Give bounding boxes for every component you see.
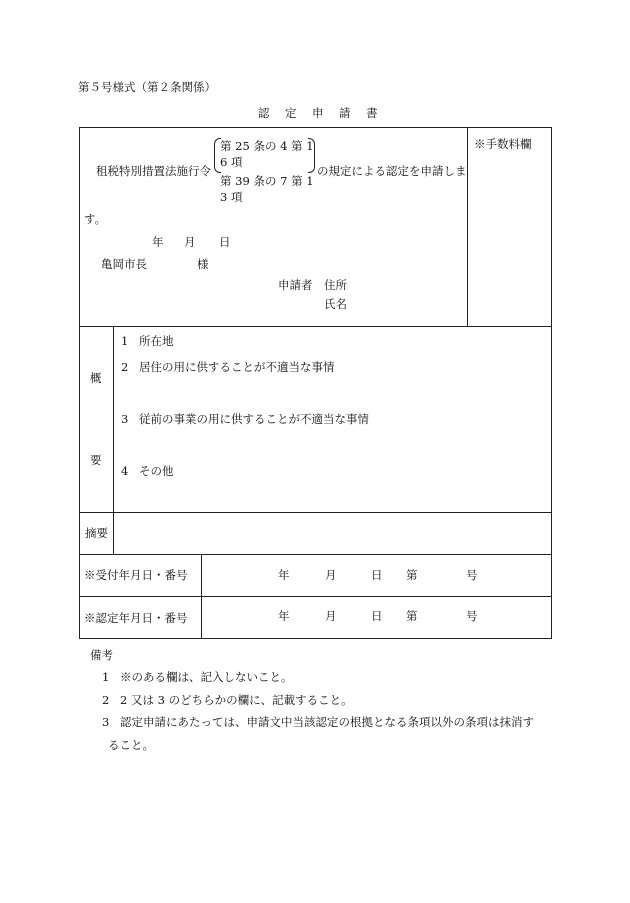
- note-item: 2 又は 3 のどちらかの欄に、記載すること。: [120, 693, 353, 707]
- summary-item-location: 所在地: [139, 334, 174, 348]
- approval-day: 日: [371, 609, 383, 623]
- note-num: 2: [102, 693, 110, 707]
- summary-item-num: 2: [121, 360, 129, 374]
- application-sentence-wrap: す。: [84, 212, 107, 226]
- summary-item-num: 1: [121, 334, 129, 348]
- approval-month: 月: [325, 609, 337, 623]
- reception-no-prefix: 第: [406, 568, 418, 582]
- application-sentence: の規定による認定を申請しま: [317, 164, 467, 178]
- clause-1-line2: 6 項: [220, 155, 243, 169]
- reception-label: ※受付年月日・番号: [84, 568, 188, 582]
- summary-label-2: 要: [90, 453, 102, 467]
- addressee: 亀岡市長: [101, 257, 147, 271]
- approval-no-prefix: 第: [406, 609, 418, 623]
- date-day: 日: [219, 235, 231, 249]
- form-number: 第５号様式（第２条関係）: [78, 80, 216, 94]
- note-item: 認定申請にあたっては、申請文中当該認定の根拠となる条項以外の条項は抹消す: [120, 715, 534, 729]
- applicant-label: 申請者: [278, 278, 313, 292]
- clause-2-line1: 第 39 条の 7 第 1: [220, 174, 314, 188]
- law-name: 租税特別措置法施行令: [96, 164, 211, 178]
- approval-no-suffix: 号: [466, 609, 478, 623]
- summary-item-num: 3: [121, 412, 129, 426]
- honorific: 様: [197, 257, 209, 271]
- approval-label: ※認定年月日・番号: [84, 611, 188, 625]
- reception-month: 月: [325, 568, 337, 582]
- date-year: 年: [152, 235, 164, 249]
- summary-item-num: 4: [121, 464, 129, 478]
- note-item: ※のある欄は、記入しないこと。: [120, 670, 293, 684]
- form-title: 認 定 申 請 書: [258, 106, 380, 120]
- name-label: 氏名: [324, 297, 347, 311]
- note-num: 3: [102, 715, 110, 729]
- approval-year: 年: [278, 609, 290, 623]
- date-month: 月: [184, 235, 196, 249]
- address-label: 住所: [324, 278, 347, 292]
- note-num: 1: [102, 670, 110, 684]
- summary-item-residence: 居住の用に供することが不適当な事情: [139, 360, 335, 374]
- reception-day: 日: [371, 568, 383, 582]
- remarks-label: 摘要: [85, 526, 108, 540]
- note-item-wrap: ること。: [108, 738, 154, 752]
- fee-label: ※手数料欄: [474, 137, 532, 151]
- notes-heading: 備考: [90, 648, 113, 662]
- summary-item-business: 従前の事業の用に供することが不適当な事情: [139, 412, 369, 426]
- clause-1-line1: 第 25 条の 4 第 1: [220, 139, 314, 153]
- reception-year: 年: [278, 568, 290, 582]
- right-brace: [308, 138, 315, 173]
- reception-no-suffix: 号: [466, 568, 478, 582]
- clause-2-line2: 3 項: [220, 190, 243, 204]
- summary-label-1: 概: [90, 371, 102, 385]
- summary-item-other: その他: [139, 464, 174, 478]
